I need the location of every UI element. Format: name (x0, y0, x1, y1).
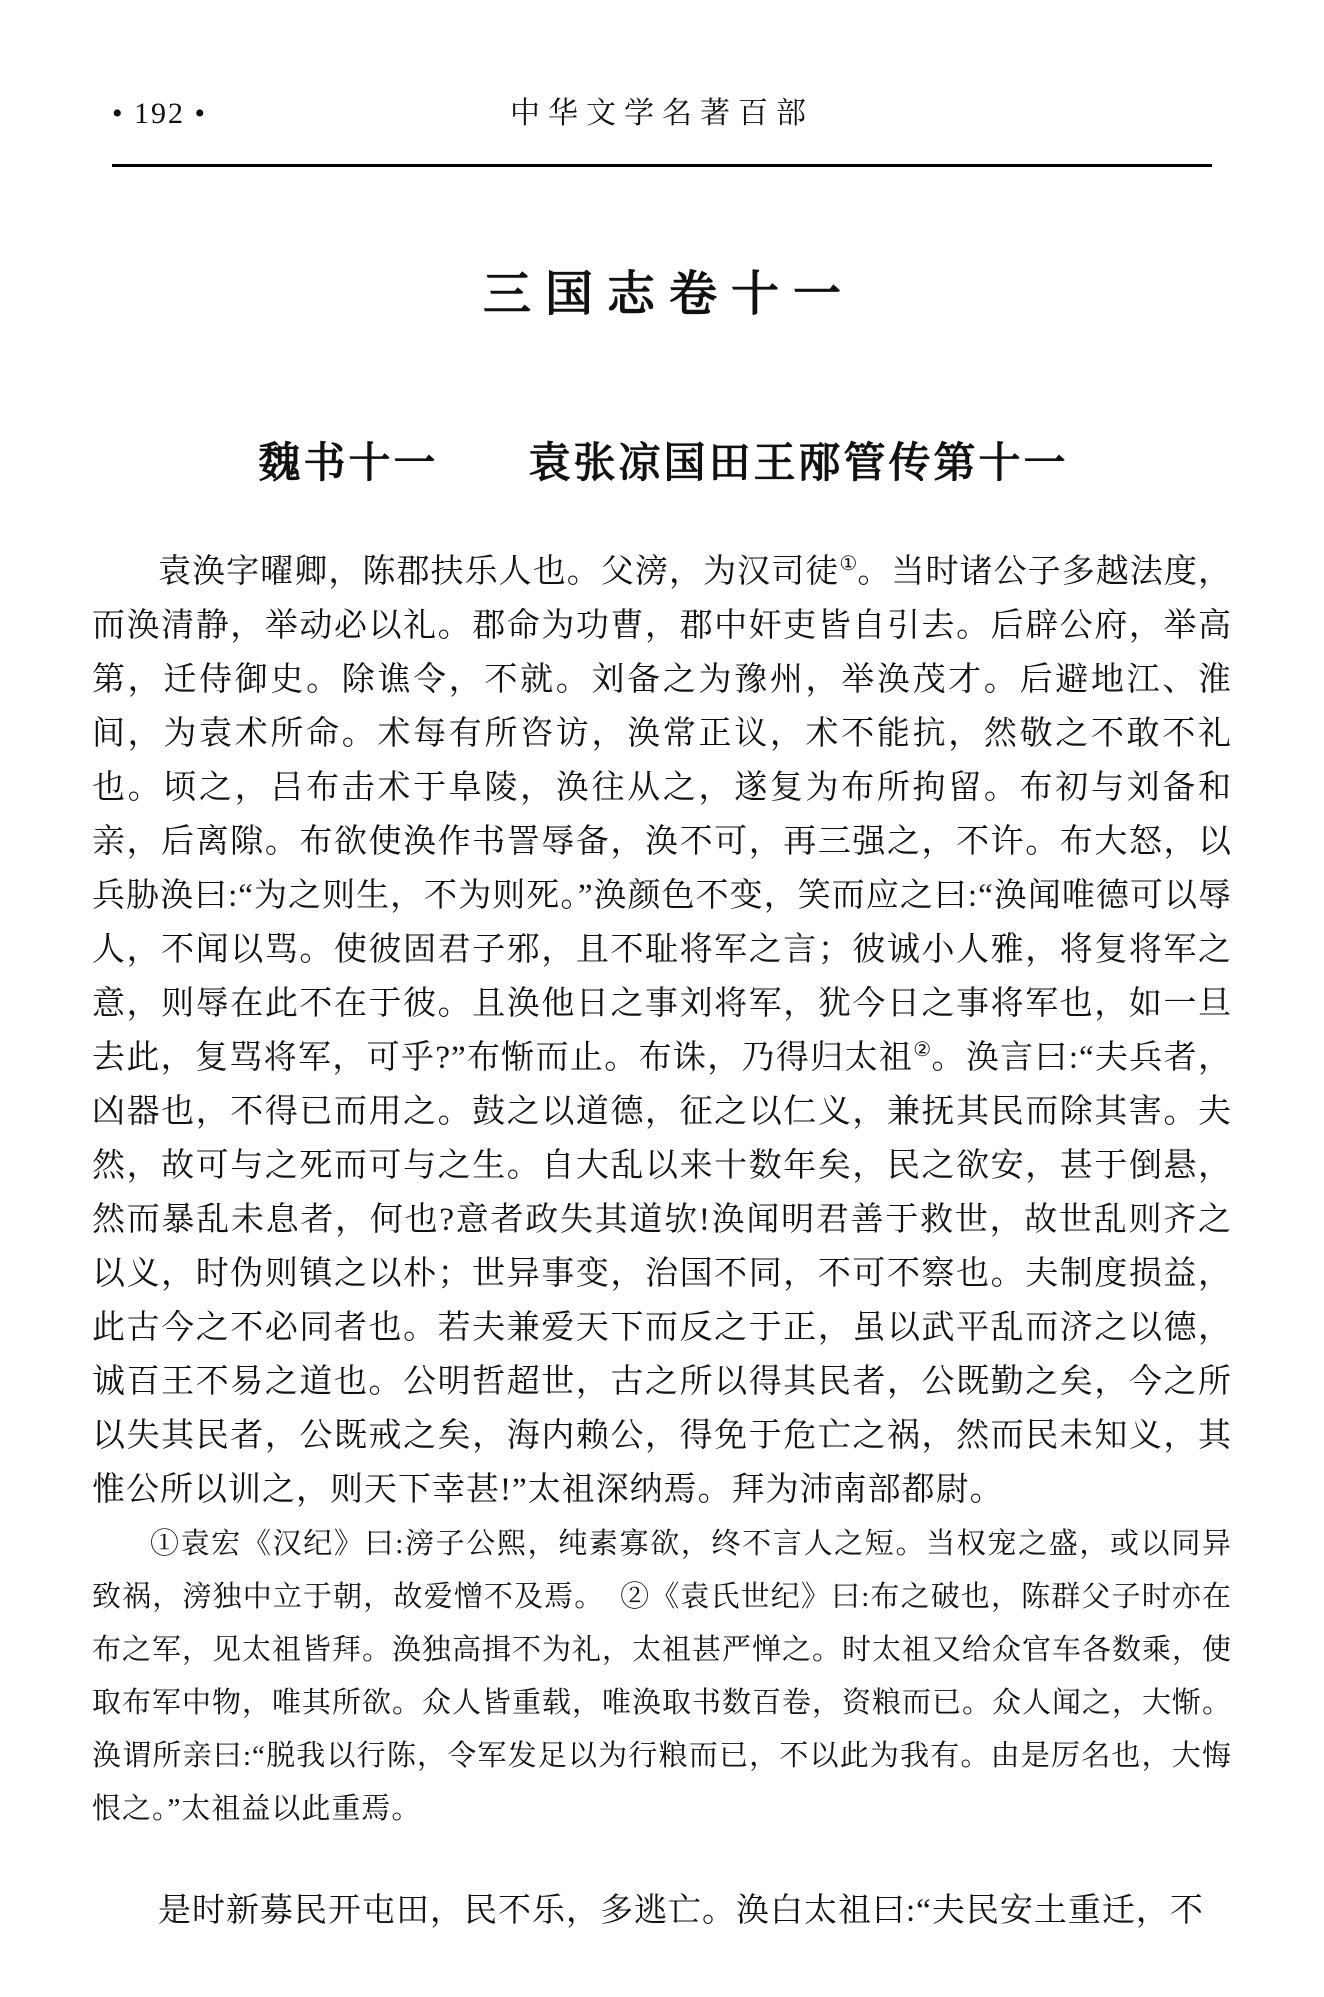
closing-paragraph: 是时新募民开屯田，民不乐，多逃亡。涣白太祖曰:“夫民安土重迁，不 (158, 1893, 1204, 1929)
main-paragraph: 袁涣字曜卿，陈郡扶乐人也。父滂，为汉司徒①。当时诸公子多越法度，而涣清静，举动必以礼。郡命为功曹，郡中奸吏皆自引去。后辟公府，举高第，迁侍御史。除谯令，不就。刘备之为豫州，举涣茂才。后避地江、淮间，为袁术所命。术每有所咨访，涣常正议，术不能抗，然敬之不敢不礼也。顷之，吕布击术于阜陵，涣往从之，遂复为布所拘留。布初与刘备和亲，后离隙。布欲使涣作书詈辱备，涣不可，再三强之，不许。布大怒，以兵胁涣曰:“为之则生，不为则死。”涣颜色不变，笑而应之曰:“涣闻唯德可以辱人，不闻以骂。使彼固君子邪，且不耻将军之言；彼诚小人雅，将复将军之意，则辱在此不在于彼。且涣他日之事刘将军，犹今日之事将军也，如一旦去此，复骂将军，可乎?”布惭而止。布诛，乃得归太祖②。涣言曰:“夫兵者，凶器也，不得已而用之。鼓之以道德，征之以仁义，兼抚其民而除其害。夫然，故可与之死而可与之生。自大乱以来十数年矣，民之欲安，甚于倒悬，然而暴乱未息者，何也?意者政失其道欤!涣闻明君善于救世，故世乱则齐之以义，时伪则镇之以朴；世异事变，治国不同，不可不察也。夫制度损益，此古今之不必同者也。若夫兼爱天下而反之于正，虽以武平乱而济之以德，诚百王不易之道也。公明哲超世，古之所以得其民者，公既勤之矣，今之所以失其民者，公既戒之矣，海内赖公，得免于危亡之祸，然而民未知义，其惟公所以训之，则天下幸甚!”太祖深纳焉。拜为沛南部都尉。 (92, 553, 1232, 1508)
page-number: • 192 • (112, 97, 208, 130)
page-header (112, 92, 1212, 136)
book-series-title: 中华文学名著百部 (510, 97, 814, 130)
header-divider (112, 164, 1212, 167)
chapter-title: 三国志卷十一 (482, 266, 855, 322)
footnote-ref: ① (839, 553, 858, 575)
section-title: 魏书十一 袁张凉国田王邴管传第十一 (258, 438, 1069, 487)
footnote-ref: ② (913, 1039, 932, 1061)
annotation-paragraph: ①袁宏《汉纪》曰:滂子公熙，纯素寡欲，终不言人之短。当权宠之盛，或以同异致祸，滂独中立于朝，故爱憎不及焉。 ②《袁氏世纪》曰:布之破也，陈群父子时亦在布之军，见太祖皆拜。涣独高揖不为礼，太祖甚严惮之。时太祖又给众官车各数乘，使取布军中物，唯其所欲。众人皆重载，唯涣取书数百卷，资粮而已。众人闻之，大惭。涣谓所亲曰:“脱我以行陈，令军发足以为行粮而已，不以此为我有。由是厉名也，大悔恨之。”太祖益以此重焉。 (92, 1528, 1232, 1825)
